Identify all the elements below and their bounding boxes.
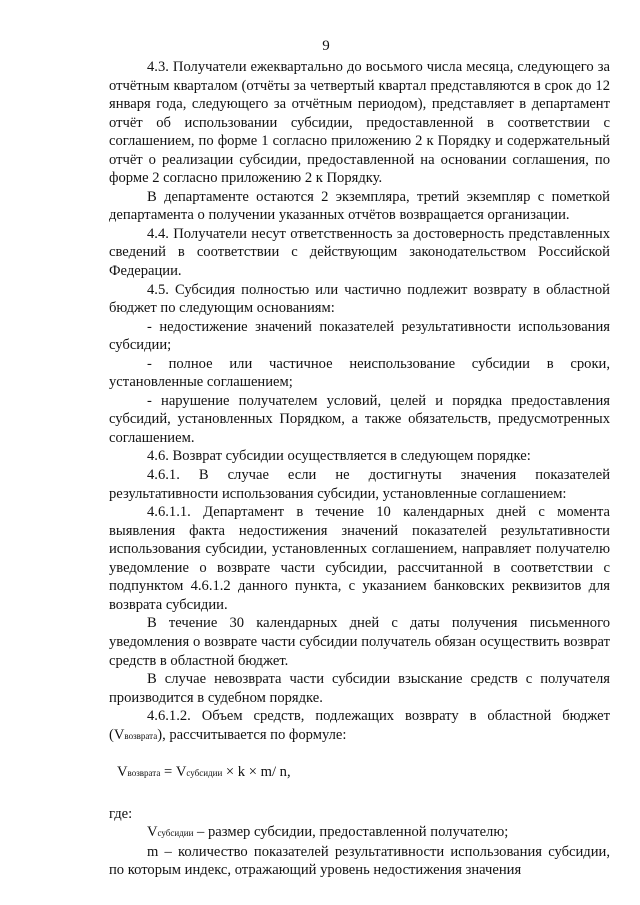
paragraph-4-6-1-2-text-a: 4.6.1.2. Объем средств, подлежащих возврату в областной бюджет (V	[109, 708, 610, 743]
definition-v-sub: субсидии	[157, 828, 194, 839]
paragraph-30-days: В течение 30 календарных дней с даты получения письменного уведомления о возврате части субсидии получатель обязан осуществить возврат средств в областной бюджет.	[109, 615, 610, 669]
document-body	[109, 58, 610, 880]
formula-sub-vozvrata: возврата	[127, 768, 161, 779]
list-item-grounds-3: - нарушение получателем условий, целей и порядка предоставления субсидий, установленных Порядком, а также обязательств, предусмотренных соглашением.	[109, 392, 610, 446]
list-item-grounds-1: - недостижение значений показателей результативности использования субсидии;	[109, 318, 610, 354]
formula-sub-subsidii: субсидии	[186, 768, 223, 779]
paragraph-4-5: 4.5. Субсидия полностью или частично подлежит возврату в областной бюджет по следующим основаниям:	[109, 281, 610, 317]
subscript-vozvrata: возврата	[124, 730, 158, 741]
formula	[109, 763, 610, 783]
paragraph-4-3: 4.3. Получатели ежеквартально до восьмого числа месяца, следующего за отчётным кварталом (отчёты за четвертый квартал представляются в срок до 12 января года, следующего за отчётным периодом), представляет в департамент отчёт об использовании субсидии, предоставленной в соответствии с соглашением, по форме 1 согласно приложению 2 к Порядку и содержательный отчёт о реализации субсидии, предоставленной на основании соглашения, по форме 2 согласно приложению 2 к Порядку.	[109, 59, 610, 187]
formula-v: V	[117, 764, 128, 781]
paragraph-court: В случае невозврата части субсидии взыскание средств с получателя производится в судебном порядке.	[109, 671, 610, 706]
paragraph-4-6: 4.6. Возврат субсидии осуществляется в следующем порядке:	[147, 448, 531, 465]
where-label: где:	[109, 805, 133, 822]
paragraph-4-6-1-2	[109, 707, 610, 745]
definition-m: m – количество показателей результативности использования субсидии, по которым индекс, отражающий уровень недостижения значения	[109, 843, 610, 879]
paragraph-4-6-1-1: 4.6.1.1. Департамент в течение 10 календарных дней с момента выявления факта недостижения значений показателей результативности использования субсидии, установленных соглашением, направляет получателю уведомление о возврате части субсидии, рассчитанной в соответствии с подпунктом 4.6.1.2 данного пункта, с указанием банковских реквизитов для возврата субсидии.	[109, 504, 610, 613]
formula-tail: × k × m/ n,	[222, 764, 291, 781]
paragraph-copies: В департаменте остаются 2 экземпляра, третий экземпляр с пометкой департамента о получении указанных отчётов возвращается организации.	[109, 188, 610, 224]
list-item-grounds-2: - полное или частичное неиспользование субсидии в сроки, установленные соглашением;	[109, 355, 610, 391]
page-number: 9	[322, 38, 330, 54]
paragraph-4-6-1-2-text-b: ), рассчитывается по формуле:	[157, 726, 347, 743]
definition-v: V	[147, 824, 158, 841]
formula-equals-v: = V	[160, 764, 187, 781]
definition-v-text: – размер субсидии, предоставленной получателю;	[193, 824, 509, 841]
paragraph-4-6-1: 4.6.1. В случае если не достигнуты значения показателей результативности использования субсидии, установленные соглашением:	[109, 467, 610, 502]
definition-v-subsidii	[109, 823, 610, 843]
paragraph-4-4: 4.4. Получатели несут ответственность за достоверность представленных сведений в соответствии с действующим законодательством Российской Федерации.	[109, 225, 610, 280]
